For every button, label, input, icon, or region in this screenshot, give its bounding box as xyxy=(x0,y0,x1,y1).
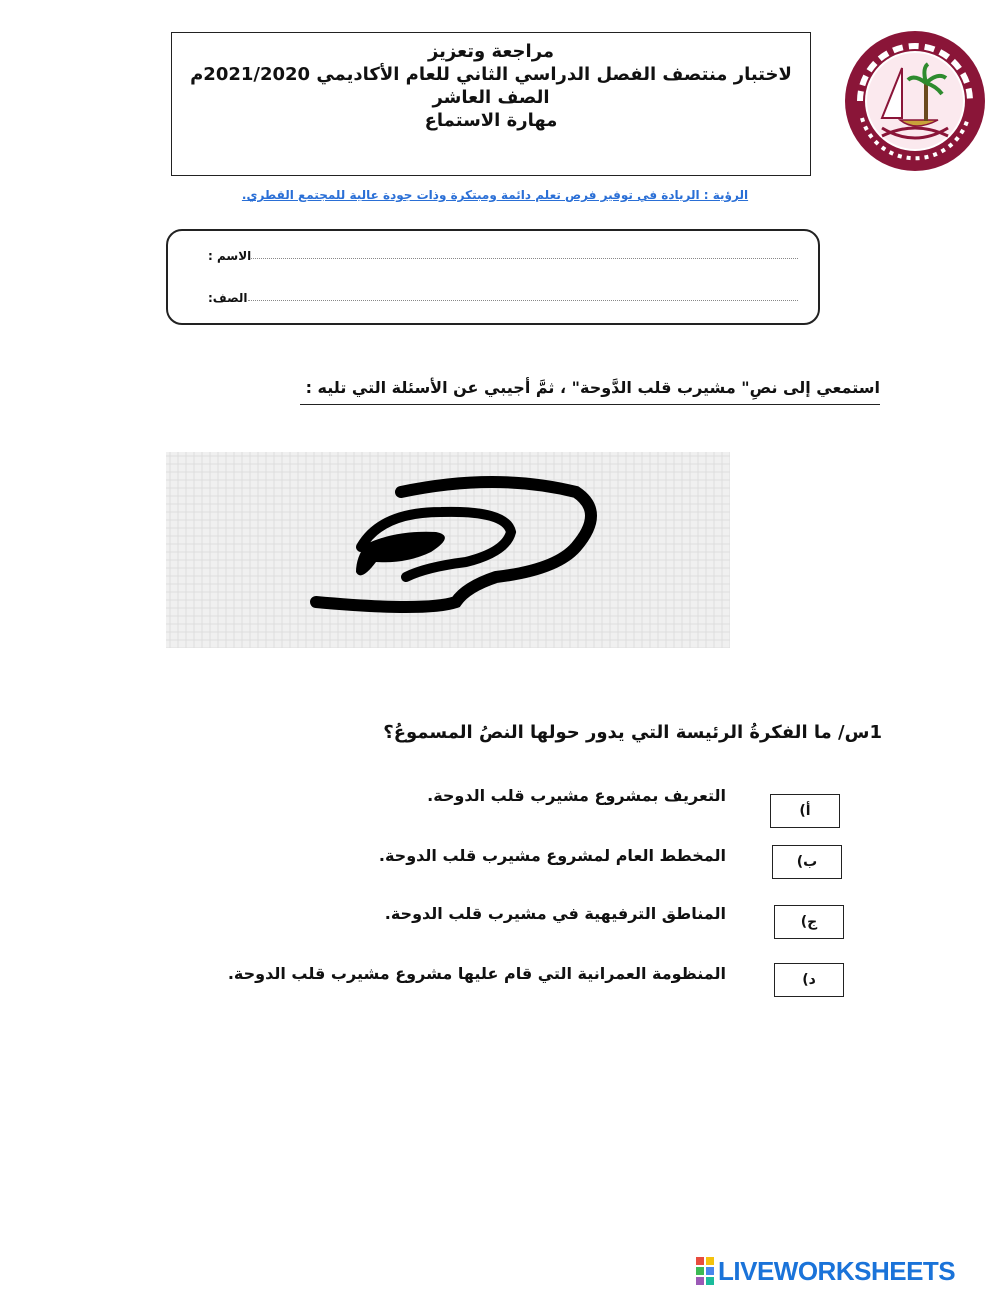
option-b-box[interactable]: ب) xyxy=(772,845,842,879)
option-c-box[interactable]: ج) xyxy=(774,905,844,939)
option-d-text: المنظومة العمرانية التي قام عليها مشروع مشيرب قلب الدوحة. xyxy=(227,964,726,983)
option-a-box[interactable]: أ) xyxy=(770,794,840,828)
student-info-box xyxy=(166,229,820,325)
ear-listening-icon xyxy=(166,452,730,648)
brand-logo-icon xyxy=(696,1257,714,1285)
header-line-review: مراجعة وتعزيز xyxy=(427,41,555,62)
listening-instruction: استمعي إلى نصِ" مشيرب قلب الدَّوحة" ، ثمَّ أجيبي عن الأسئلة التي تليه : xyxy=(300,378,880,405)
header-line-exam: لاختبار منتصف الفصل الدراسي الثاني للعام الأكاديمي 2021/2020م xyxy=(190,64,792,85)
class-input-line[interactable] xyxy=(248,300,798,301)
name-input-line[interactable] xyxy=(251,258,798,259)
liveworksheets-brand[interactable] xyxy=(696,1256,996,1286)
header-line-grade: الصف العاشر xyxy=(432,87,550,108)
option-b-text: المخطط العام لمشروع مشيرب قلب الدوحة. xyxy=(378,846,726,865)
name-label: الاسم : xyxy=(208,249,252,263)
header-title-box xyxy=(171,32,811,176)
ministry-logo xyxy=(842,28,988,174)
class-label: الصف: xyxy=(208,291,248,305)
name-field-row xyxy=(208,241,802,263)
option-c-text: المناطق الترفيهية في مشيرب قلب الدوحة. xyxy=(384,904,726,923)
class-field-row xyxy=(208,283,802,305)
brand-text: LIVEWORKSHEETS xyxy=(718,1255,956,1286)
option-d-box[interactable]: د) xyxy=(774,963,844,997)
vision-statement-link[interactable]: الرؤية : الريادة في توفير فرص تعلم دائمة ومبتكرة وذات جودة عالية للمجتمع القطري. xyxy=(241,188,749,202)
header-line-skill: مهارة الاستماع xyxy=(424,110,558,131)
option-a-text: التعريف بمشروع مشيرب قلب الدوحة. xyxy=(427,786,726,805)
question-1: 1س/ ما الفكرةُ الرئيسة التي يدور حولها النصُ المسموعُ؟ xyxy=(383,722,882,743)
